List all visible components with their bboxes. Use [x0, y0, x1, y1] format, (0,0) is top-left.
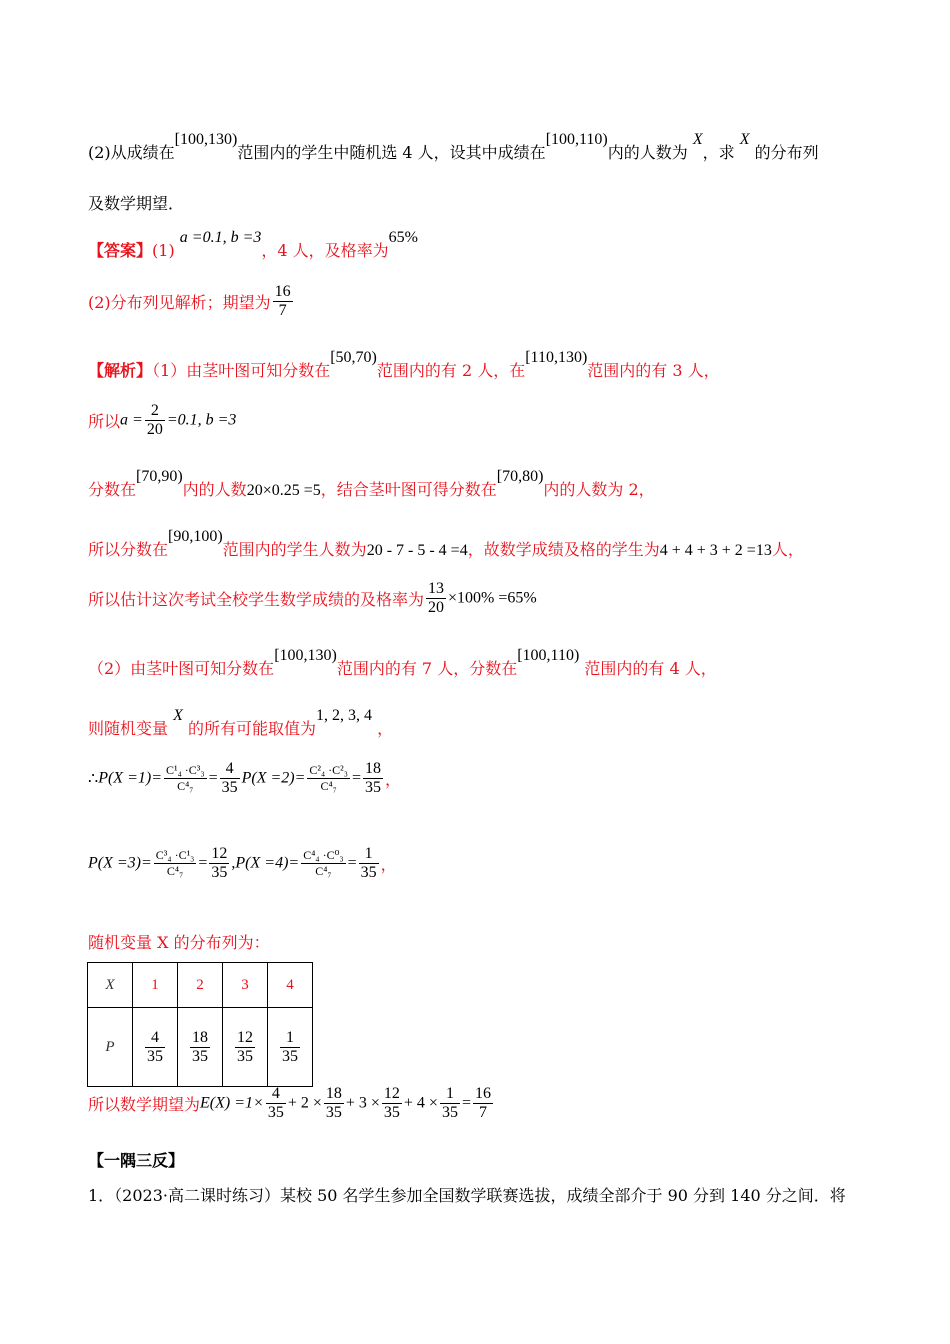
answer-line2: (2)分布列见解析；期望为 $\frac{16}{7}$ — [88, 283, 291, 319]
answer-ab: a =0.1, b =3 — [179, 229, 262, 246]
table-prob: $\frac{4}{35}$ — [133, 1008, 178, 1087]
solution-line4: 所以分数在[90,100)范围内的学生人数为20 - 7 - 5 - 4 =4，故数学成绩及格的学生为4 + 4 + 3 + 2 =13人， — [88, 528, 804, 559]
table-value: 3 — [223, 963, 268, 1008]
solution-tag: 【解析】 — [88, 361, 153, 380]
expectation-fraction: $\frac{16}{7}$ — [274, 283, 291, 319]
interval-100-130: [100,130) — [174, 131, 238, 148]
question-2-line2: 及数学期望． — [88, 194, 185, 213]
table-prob: $\frac{1}{35}$ — [268, 1008, 313, 1087]
answer-tag: 【答案】 — [88, 241, 153, 260]
answer-rate: 65% — [388, 229, 418, 246]
table-prob: $\frac{12}{35}$ — [223, 1008, 268, 1087]
solution-line1: 【解析】（1）由茎叶图可知分数在[50,70)范围内的有 2 人，在[110,130)范围内的有 3 人， — [88, 349, 720, 380]
probability-line2: P(X =3)= $\frac{\text{C³₄ ·C¹₃}}{\text{C⁴₇}}$ = $\frac{12}{35}$ ,P(X =4)= $\frac{\text{C⁴₄ ·C⁰₃}}{\text{C⁴₇}}$ = $\frac{1}{35}$ ， — [88, 845, 397, 881]
table-prob: $\frac{18}{35}$ — [178, 1008, 223, 1087]
table-value: 1 — [133, 963, 178, 1008]
solution-line5: 所以估计这次考试全校学生数学成绩的及格率为 $\frac{13}{20}$ ×100% =65% — [88, 580, 537, 616]
distribution-title: 随机变量 X 的分布列为： — [88, 933, 270, 952]
solution-line3: 分数在[70,90)内的人数20×0.25 =5，结合茎叶图可得分数在[70,80)内的人数为 2， — [88, 468, 655, 499]
solution-line2: 所以a = $\frac{2}{20}$ =0.1, b =3 — [88, 402, 237, 438]
table-value: 2 — [178, 963, 223, 1008]
table-x-label: X — [88, 963, 133, 1008]
distribution-table — [87, 962, 313, 1087]
table-row-values — [88, 963, 313, 1008]
probability-line1: ∴P(X =1)= $\frac{\text{C¹₄ ·C³₃}}{\text{C⁴₇}}$ = $\frac{4}{35}$ P(X =2)= $\frac{\text{C²₄ ·C²₃}}{\text{C⁴₇}}$ = $\frac{18}{35}$ ， — [88, 760, 402, 796]
variable-x: X — [692, 131, 703, 148]
table-row-probabilities — [88, 1008, 313, 1087]
expectation-line: 所以数学期望为E(X) =1× $\frac{4}{35}$ + 2 × $\frac{18}{35}$ + 3 × $\frac{12}{35}$ + 4 × $\frac{1}{35}$ = $\frac{16}{7}$ — [88, 1085, 491, 1121]
solution-line7: 则随机变量 X 的所有可能取值为1, 2, 3, 4 ， — [88, 707, 394, 738]
interval-100-110: [100,110) — [545, 131, 608, 148]
exercise-item-1: 1．（2023·高二课时练习）某校 50 名学生参加全国数学联赛选拔，成绩全部介于 90 分到 140 分之间．将 — [88, 1186, 846, 1205]
table-p-label: P — [88, 1008, 133, 1087]
variable-x: X — [739, 131, 750, 148]
question-2-line1: (2)从成绩在[100,130)范围内的学生中随机选 4 人，设其中成绩在[100,110)内的人数为 X，求 X 的分布列 — [88, 131, 819, 162]
table-value: 4 — [268, 963, 313, 1008]
solution-line6: （2）由茎叶图可知分数在[100,130)范围内的有 7 人，分数在[100,110) 范围内的有 4 人， — [88, 647, 717, 678]
section-title: 【一隅三反】 — [88, 1151, 185, 1170]
answer-line1: 【答案】(1) a =0.1, b =3，4 人，及格率为65% — [88, 229, 418, 260]
